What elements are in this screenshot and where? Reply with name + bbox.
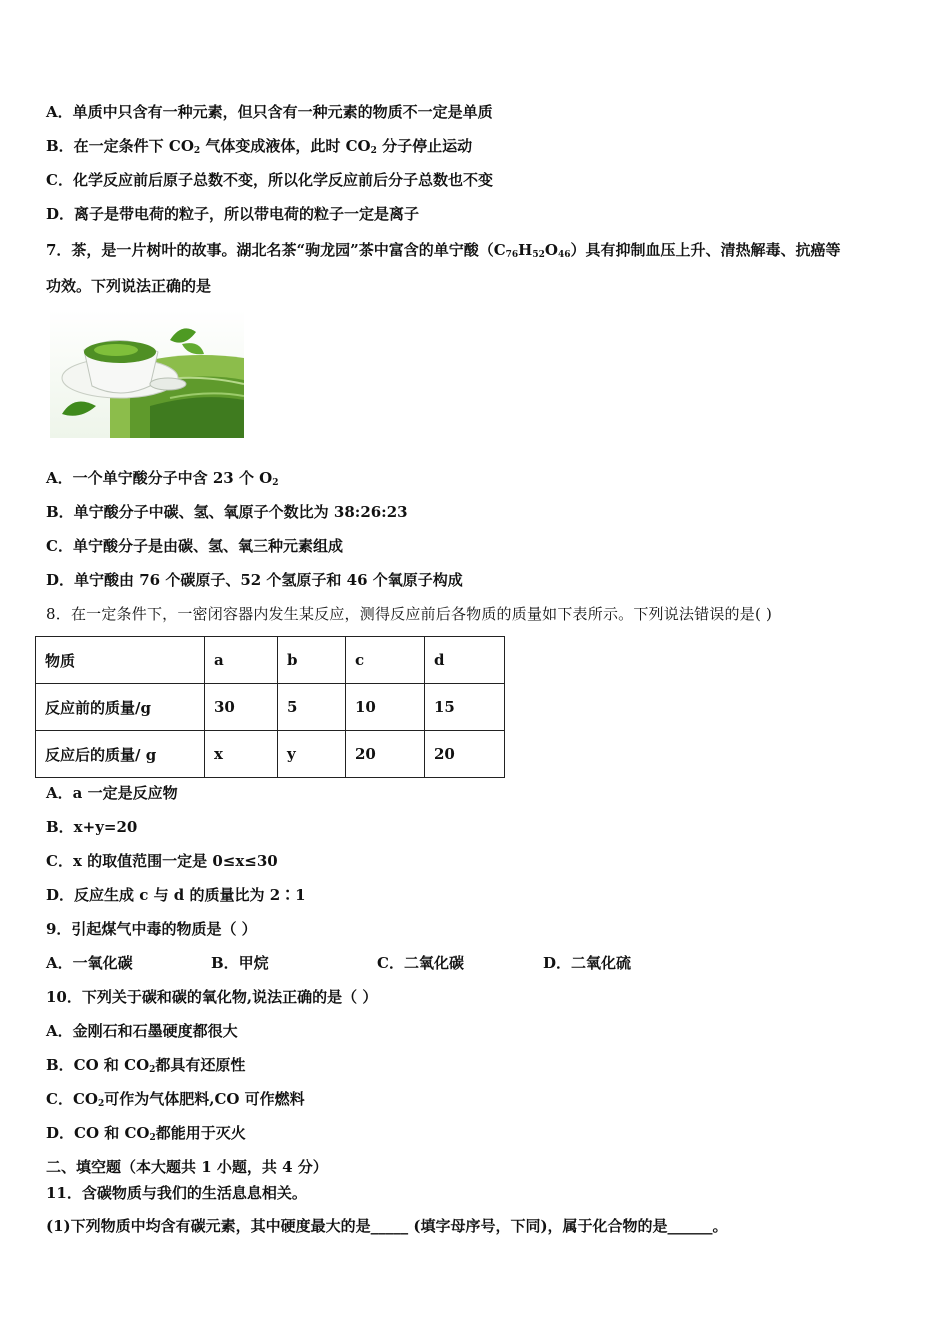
mass-table: [35, 636, 505, 778]
table-cell: 物质: [36, 637, 205, 684]
table-cell: 10: [346, 684, 425, 731]
q7-stem: 7．茶，是一片树叶的故事。湖北名茶“驹龙园”茶中富含的单宁酸$(C_{76}H_{52}O_{46})$具有抑制血压上升、清热解毒、抗癌等: [46, 241, 841, 260]
q9-option-b: B．甲烷: [211, 954, 269, 972]
table-cell: 20: [346, 731, 425, 778]
q7-stem-cont: 功效。下列说法正确的是: [46, 277, 212, 295]
table-cell: b: [278, 637, 346, 684]
q8-option-c: C．x 的取值范围一定是 0≤x≤30: [46, 852, 278, 870]
q9-options: [46, 953, 631, 973]
table-row: [36, 637, 505, 684]
q9-stem: 9．引起煤气中毒的物质是（ ）: [46, 920, 257, 938]
q6-option-c: C．化学反应前后原子总数不变，所以化学反应前后分子总数也不变: [46, 171, 493, 189]
table-cell: 15: [425, 684, 505, 731]
q10-stem: 10．下列关于碳和碳的氧化物,说法正确的是（ ）: [46, 988, 378, 1006]
q10-option-c: C．$CO_2$可作为气体肥料,CO 可作燃料: [46, 1090, 305, 1109]
q6-option-a: A．单质中只含有一种元素，但只含有一种元素的物质不一定是单质: [46, 103, 493, 121]
table-cell: 反应前的质量/g: [36, 684, 205, 731]
q8-option-b: B．x+y=20: [46, 818, 138, 836]
table-cell: a: [205, 637, 278, 684]
table-cell: y: [278, 731, 346, 778]
table-cell: 30: [205, 684, 278, 731]
q8-stem: 8．在一定条件下，一密闭容器内发生某反应，测得反应前后各物质的质量如下表所示。下列说法错误的是( ): [46, 605, 773, 623]
q8-option-a: A．a 一定是反应物: [46, 784, 178, 802]
q7-option-a: A．一个单宁酸分子中含 23 个 $O_2$: [46, 469, 279, 488]
q9-option-a: A．一氧化碳: [46, 954, 133, 972]
q8-option-d: D．反应生成 c 与 d 的质量比为 2∶1: [46, 886, 306, 904]
table-cell: c: [346, 637, 425, 684]
table-cell: x: [205, 731, 278, 778]
q11-stem: 11．含碳物质与我们的生活息息相关。: [46, 1184, 307, 1202]
q6-option-d: D．离子是带电荷的粒子，所以带电荷的粒子一定是离子: [46, 205, 420, 223]
section-title: 二、填空题（本大题共 1 小题，共 4 分）: [46, 1158, 328, 1176]
q10-option-b: B．CO 和 $CO_2$都具有还原性: [46, 1056, 246, 1075]
table-cell: 反应后的质量/ g: [36, 731, 205, 778]
q9-option-d: D．二氧化硫: [543, 954, 632, 972]
q7-option-d: D．单宁酸由 76 个碳原子、52 个氢原子和 46 个氧原子构成: [46, 571, 463, 589]
q7-option-c: C．单宁酸分子是由碳、氢、氧三种元素组成: [46, 537, 343, 555]
q6-option-b: B．在一定条件下 $CO_2$ 气体变成液体，此时 $CO_2$ 分子停止运动: [46, 137, 473, 156]
table-row: [36, 684, 505, 731]
table-cell: d: [425, 637, 505, 684]
q7-option-b: B．单宁酸分子中碳、氢、氧原子个数比为 38:26:23: [46, 503, 408, 521]
table-row: [36, 731, 505, 778]
q10-option-d: D．CO 和 $CO_2$都能用于灭火: [46, 1124, 246, 1143]
table-cell: 5: [278, 684, 346, 731]
q10-option-a: A．金刚石和石墨硬度都很大: [46, 1022, 238, 1040]
q11-part1: (1)下列物质中均含有碳元素，其中硬度最大的是_____ (填字母序号，下同)，属于化合物的是______。: [46, 1217, 728, 1235]
q9-option-c: C．二氧化碳: [377, 954, 464, 972]
table-cell: 20: [425, 731, 505, 778]
tea-cup-image: [50, 310, 244, 438]
